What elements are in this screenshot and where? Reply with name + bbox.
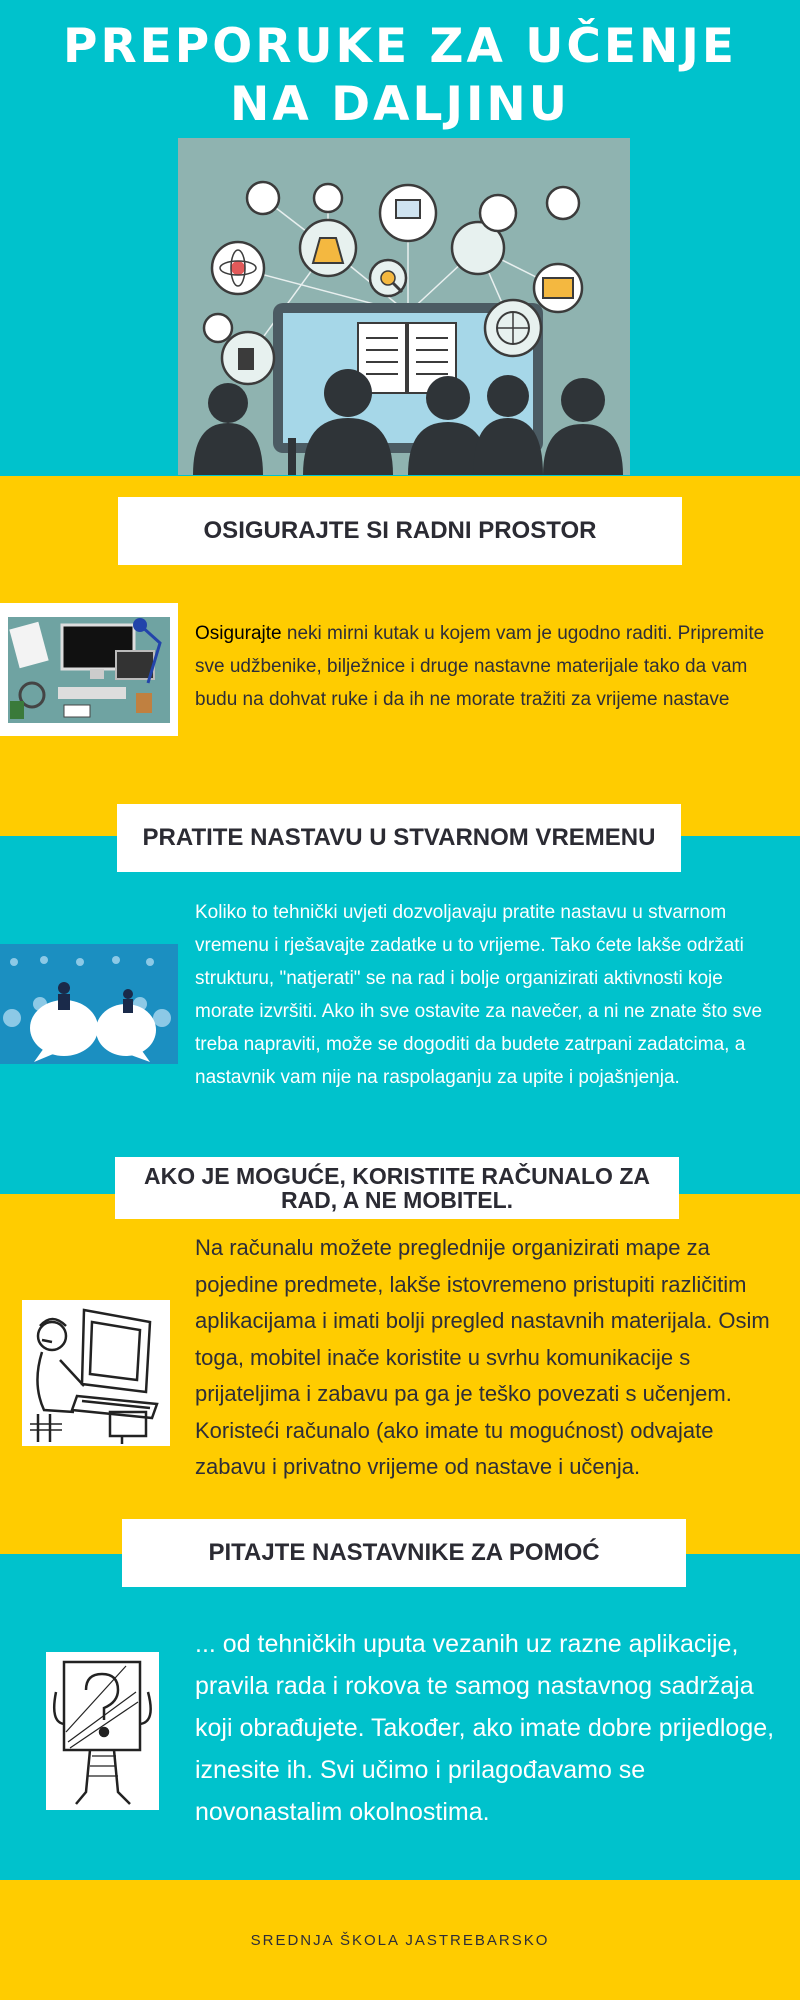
section-2-heading: PRATITE NASTAVU U STVARNOM VREMENU bbox=[117, 804, 681, 872]
page-title-line-1: PREPORUKE ZA UČENJE bbox=[63, 19, 737, 74]
chat-bubbles-illustration bbox=[0, 944, 178, 1064]
question-sign-illustration bbox=[46, 1652, 159, 1810]
page-title-line-2: NA DALJINU bbox=[230, 77, 570, 132]
section-1-heading: OSIGURAJTE SI RADNI PROSTOR bbox=[118, 497, 682, 565]
section-3-heading: AKO JE MOGUĆE, KORISTITE RAČUNALO ZA RAD, A NE MOBITEL. bbox=[115, 1157, 679, 1219]
page-title bbox=[0, 18, 800, 134]
section-1-text-emph: Osigurajte bbox=[195, 623, 282, 644]
section-3-text: Na računalu možete preglednije organizirati mape za pojedine predmete, lakše istovremeno pristupiti različitim aplikacijama i imati bolji pregled nastavnih materijala. Osim toga, mobitel inače koristite u svrhu komunikacije s prijateljima i zabavu pa ga je teško povezati s učenjem. Koristeći računalo (ako imate tu mogućnost) odvajate zabavu i privatno vrijeme od nastave i učenja. bbox=[195, 1235, 770, 1479]
hero-illustration bbox=[178, 138, 630, 475]
section-2-text: Koliko to tehnički uvjeti dozvoljavaju pratite nastavu u stvarnom vremenu i rješavajte zadatke u to vrijeme. Tako ćete lakše održati strukturu, "natjerati" se na rad i bolje organizirati aktivnosti koje morate izvršiti. Ako ih sve ostavite za navečer, a ni ne znate što sve treba napraviti, može se dogoditi da budete zatrpani zadatcima, a nastavnik vam nije na raspolaganju za upite i pojašnjenja. bbox=[195, 902, 763, 1088]
workspace-illustration bbox=[0, 603, 178, 736]
footer-school-name: SREDNJA ŠKOLA JASTREBARSKO bbox=[250, 1931, 550, 1949]
computer-user-illustration bbox=[22, 1300, 170, 1446]
section-1-text bbox=[195, 617, 775, 716]
section-4-text: ... od tehničkih uputa vezanih uz razne aplikacije, pravila rada i rokova te samog nastavnog sadržaja koji obrađujete. Također, ako imate dobre prijedloge, iznesite ih. Svi učimo i prilagođavamo se novonastalim okolnostima. bbox=[195, 1630, 775, 1826]
section-1-text-body: neki mirni kutak u kojem vam je ugodno raditi. Pripremite sve udžbenike, bilježnice i druge nastavne materijale tako da vam budu na dohvat ruke i da ih ne morate tražiti za vrijeme nastave bbox=[195, 623, 765, 710]
section-4-heading: PITAJTE NASTAVNIKE ZA POMOĆ bbox=[122, 1519, 686, 1587]
